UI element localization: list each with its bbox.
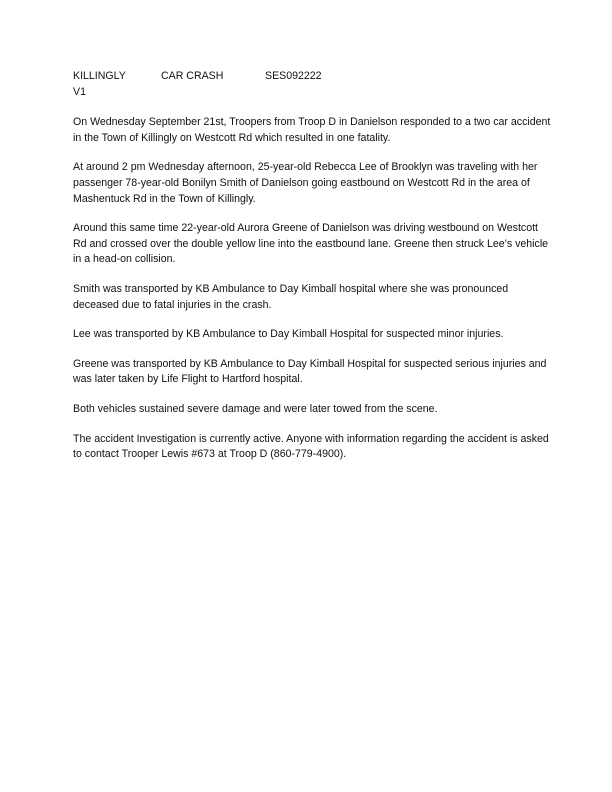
paragraph-lee-travel: At around 2 pm Wednesday afternoon, 25-year-old Rebecca Lee of Brooklyn was traveling with her passenger 78-year-old Bonilyn Smith of Danielson going eastbound on Westcott Rd in the area of Mashentuck Rd in the Town of Killingly.: [73, 161, 538, 205]
slug-town: KILLINGLY: [73, 70, 126, 82]
paragraph-vehicles-towed: Both vehicles sustained severe damage and were later towed from the scene.: [73, 402, 438, 415]
slug-line: [73, 69, 553, 85]
paragraph-greene-collision: Around this same time 22-year-old Aurora Greene of Danielson was driving westbound on Westcott Rd and crossed over the double yellow line into the eastbound lane. Greene then struck Lee’s vehicle in a head-on collision.: [73, 222, 549, 266]
paragraph-investigation-contact: The accident Investigation is currently active. Anyone with information regarding the accident is asked to contact Trooper Lewis #673 at Troop D (860-779-4900).: [73, 432, 549, 461]
paragraph-smith-fatality: Smith was transported by KB Ambulance to Day Kimball hospital where she was pronounced deceased due to fatal injuries in the crash.: [73, 282, 509, 311]
paragraph-intro: On Wednesday September 21st, Troopers from Troop D in Danielson responded to a two car accident in the Town of Killingly on Westcott Rd which resulted in one fatality.: [73, 116, 551, 144]
paragraph-greene-injuries: Greene was transported by KB Ambulance to Day Kimball Hospital for suspected serious injuries and was later taken by Life Flight to Hartford hospital.: [73, 357, 547, 386]
slug-topic: CAR CRASH: [161, 70, 224, 82]
slug-code: SES092222: [265, 70, 322, 82]
document-page: [73, 69, 553, 477]
paragraph-lee-injuries: Lee was transported by KB Ambulance to Day Kimball Hospital for suspected minor injuries.: [73, 328, 504, 341]
version-label: V1: [73, 85, 86, 98]
